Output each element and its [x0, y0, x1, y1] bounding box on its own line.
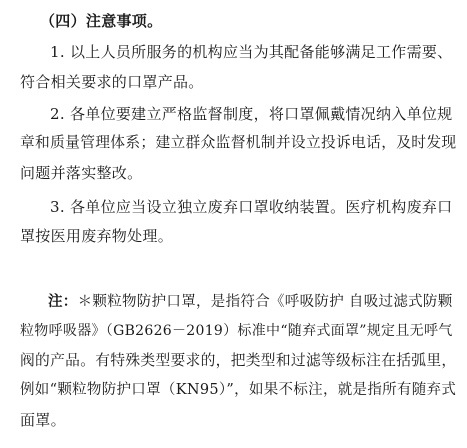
- note-line-3: 阀的产品。有特殊类型要求的，把类型和过滤等级标注在括弧里，: [20, 352, 457, 369]
- note-line-1: [48, 292, 453, 312]
- item-2-line-2: 章和质量管理体系；建立群众监督机制并设立投诉电话，及时发现: [20, 134, 457, 151]
- item-1-line-2: 符合相关要求的口罩产品。: [20, 73, 204, 91]
- note-line-4: 例如“颗粒物防护口罩（KN95）”，如果不标注，就是指所有随弃式: [20, 382, 457, 398]
- note-line-2: 粒物呼吸器》（GB2626－2019）标准中“随弃式面罩”规定且无呼气: [20, 323, 453, 339]
- note-line-5: 面罩。: [20, 411, 66, 429]
- item-2-line-1: 2. 各单位要建立严格监督制度，将口罩佩戴情况纳入单位规: [50, 105, 453, 123]
- item-3-line-1: 3. 各单位应当设立独立废弃口罩收纳装置。医疗机构废弃口: [50, 198, 453, 216]
- item-3-line-2: 罩按医用废弃物处理。: [20, 227, 174, 245]
- note-label: 注：: [48, 293, 78, 310]
- note-text-1: ＊颗粒物防护口罩，是指符合《呼吸防护 自吸过滤式防颗: [77, 294, 453, 310]
- section-heading: （四）注意事项。: [40, 12, 163, 30]
- item-2-line-3: 问题并落实整改。: [20, 164, 143, 182]
- item-1-line-1: 1. 以上人员所服务的机构应当为其配备能够满足工作需要、: [50, 43, 453, 61]
